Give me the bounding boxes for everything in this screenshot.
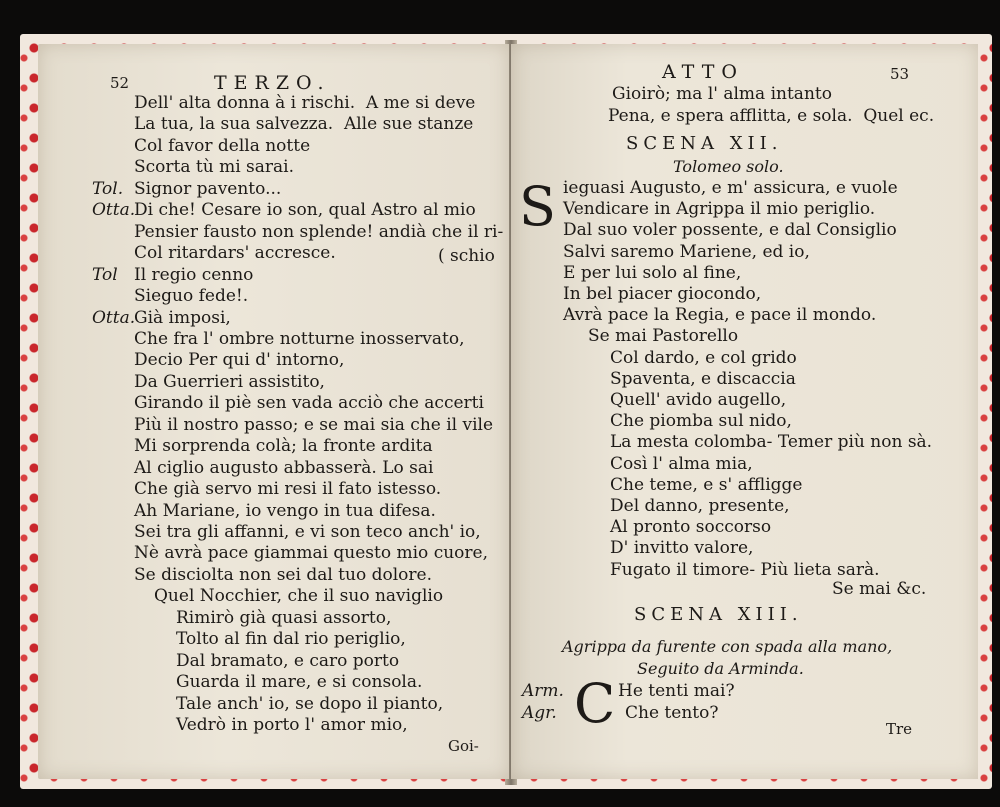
left-catchword: Goi-	[448, 737, 479, 755]
right-top-line-1: Gioirò; ma l' alma intanto	[612, 84, 832, 104]
text-line: Che teme, e s' affligge	[610, 474, 803, 495]
text-line: Dal bramato, e caro porto	[176, 650, 400, 671]
text-line: Quell' avido augello,	[610, 390, 787, 410]
right-catchword: Tre	[886, 720, 913, 738]
text-line: Girando il piè sen vada acciò che accerti	[134, 393, 484, 414]
speaker-label: Tol	[92, 264, 118, 285]
scena-xii-subtitle: Tolomeo solo.	[673, 157, 784, 176]
text-line: Più il nostro passo; e se mai sia che il vile	[134, 414, 494, 435]
text-line: E per lui solo al fine,	[563, 262, 742, 283]
text-line: Fugato il timore- Più lieta sarà.	[610, 559, 880, 580]
dialogue-agr: Che tento?	[625, 703, 719, 723]
text-line: Del danno, presente,	[610, 496, 790, 516]
text-line: Dal suo voler possente, e dal Consiglio	[563, 220, 897, 241]
text-line: Se mai Pastorello	[588, 326, 739, 347]
speaker-label: Tol.	[92, 178, 124, 199]
text-line: Nè avrà pace giammai questo mio cuore,	[134, 543, 488, 564]
text-line: In bel piacer giocondo,	[563, 284, 762, 304]
speaker-label: Otta.	[92, 307, 136, 328]
text-line: Col ritardars' accresce.	[134, 243, 336, 264]
text-line: Così l' alma mia,	[610, 453, 753, 474]
text-line: Che piomba sul nido,	[610, 411, 792, 432]
scena-xiii-heading: SCENA XIII.	[634, 604, 803, 625]
scena-xiii-subtitle-1: Agrippa da furente con spada alla mano,	[562, 637, 893, 656]
text-line: Sieguo fede!.	[134, 286, 249, 307]
right-top-line-2: Pena, e spera afflitta, e sola. Quel ec.	[608, 106, 935, 126]
text-line: Quel Nocchier, che il suo naviglio	[154, 586, 444, 607]
text-line: Guarda il mare, e si consola.	[176, 672, 423, 693]
left-running-head: TERZO.	[214, 72, 331, 94]
text-line: Rimirò già quasi assorto,	[176, 607, 392, 628]
text-line: Se disciolta non sei dal tuo dolore.	[134, 564, 432, 585]
text-line: Tolto al fin dal rio periglio,	[176, 629, 406, 650]
text-line: D' invitto valore,	[610, 538, 754, 559]
text-line: Vendicare in Agrippa il mio periglio.	[563, 199, 876, 220]
text-line: Che fra l' ombre notturne inosservato,	[134, 328, 465, 349]
drop-cap-s: S	[519, 175, 556, 238]
speaker-label: Otta.	[92, 200, 136, 221]
left-schio: ( schio	[438, 246, 495, 266]
text-line: Scorta tù mi sarai.	[134, 157, 295, 178]
text-line: Tale anch' io, se dopo il pianto,	[176, 693, 444, 714]
text-line: Al ciglio augusto abbasserà. Lo sai	[134, 457, 434, 478]
se-mai-refrain: Se mai &c.	[832, 579, 927, 599]
scena-xiii-subtitle-2: Seguito da Arminda.	[637, 659, 804, 678]
right-page-number: 53	[890, 65, 910, 83]
dialogue-arm: He tenti mai?	[618, 681, 735, 701]
text-line: Di che! Cesare io son, qual Astro al mio	[134, 200, 476, 221]
right-running-head: ATTO	[662, 61, 744, 83]
text-line: Da Guerrieri assistito,	[134, 371, 325, 392]
text-line: Il regio cenno	[134, 264, 254, 285]
text-line: Vedrò in porto l' amor mio,	[176, 715, 408, 736]
text-line: Al pronto soccorso	[610, 517, 772, 538]
text-line: Sei tra gli affanni, e vi son teco anch' io,	[134, 522, 481, 542]
text-line: Pensier fausto non splende! andià che il ri-	[134, 221, 504, 242]
speaker-agr: Agr.	[522, 703, 557, 723]
text-line: Col dardo, e col grido	[610, 347, 797, 368]
speaker-arm: Arm.	[522, 681, 564, 701]
text-line: Ah Mariane, io vengo in tua difesa.	[134, 500, 436, 521]
text-line: La mesta colomba- Temer più non sà.	[610, 432, 933, 453]
text-line: Decio Per qui d' intorno,	[134, 350, 345, 371]
text-line: ieguasi Augusto, e m' assicura, e vuole	[563, 178, 898, 198]
text-line: Dell' alta donna à i rischi. A me si deve	[134, 93, 476, 113]
text-line: Signor pavento...	[134, 178, 282, 199]
text-line: Mi sorprenda colà; la fronte ardita	[134, 436, 433, 457]
text-line: Già imposi,	[134, 307, 231, 328]
text-line: La tua, la sua salvezza. Alle sue stanze	[134, 114, 474, 135]
drop-cap-c: C	[574, 672, 616, 735]
scena-xii-heading: SCENA XII.	[626, 133, 783, 154]
text-line: Spaventa, e discaccia	[610, 368, 796, 389]
text-line: Avrà pace la Regia, e pace il mondo.	[563, 305, 877, 326]
text-line: Col favor della notte	[134, 135, 311, 156]
text-line: Salvi saremo Mariene, ed io,	[563, 241, 810, 262]
left-page-number: 52	[110, 74, 130, 92]
text-line: Che già servo mi resi il fato istesso.	[134, 479, 442, 500]
